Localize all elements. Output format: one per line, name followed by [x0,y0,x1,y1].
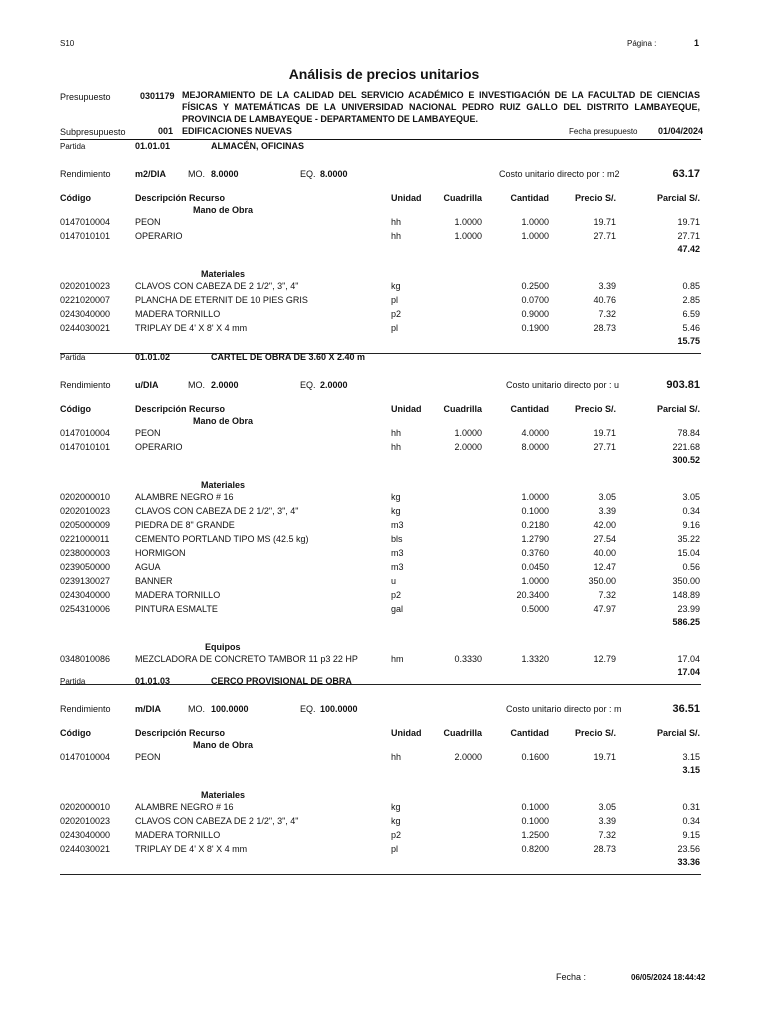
report-code: S10 [60,39,75,48]
row-unidad: m3 [391,520,404,530]
row-descripcion: MADERA TORNILLO [135,830,221,840]
row-unidad: kg [391,492,401,502]
row-unidad: pl [391,844,399,854]
row-parcial: 78.84 [677,428,700,438]
row-cantidad: 8.0000 [521,442,549,452]
row-codigo: 0244030021 [60,844,111,854]
row-cuadrilla: 1.0000 [454,231,482,241]
row-unidad: kg [391,506,401,516]
group-subtotal: 586.25 [672,617,700,627]
row-parcial: 148.89 [672,590,700,600]
group-subtotal: 17.04 [677,667,700,677]
row-cantidad: 0.1000 [521,816,549,826]
row-parcial: 9.16 [682,520,700,530]
costo-label: Costo unitario directo por : m [506,704,622,714]
row-codigo: 0243040000 [60,309,111,319]
row-cantidad: 1.0000 [521,231,549,241]
partida-code: 01.01.02 [135,352,171,362]
rendimiento-label: Rendimiento [60,380,111,390]
row-precio: 27.71 [593,231,616,241]
row-descripcion: MADERA TORNILLO [135,590,221,600]
row-precio: 42.00 [593,520,616,530]
row-codigo: 0239130027 [60,576,111,586]
row-unidad: m3 [391,562,404,572]
partida-label: Partida [60,353,86,362]
row-precio: 350.00 [588,576,616,586]
subpresupuesto-code: 001 [158,126,174,136]
presupuesto-code: 0301179 [140,91,175,101]
row-cantidad: 0.0700 [521,295,549,305]
col-codigo: Código [60,193,91,203]
col-descripcion: Descripción Recurso [135,193,226,203]
costo-value: 63.17 [672,168,700,180]
row-cuadrilla: 1.0000 [454,217,482,227]
partida-name: CARTEL DE OBRA DE 3.60 X 2.40 m [211,352,366,362]
fecha-presupuesto: 01/04/2024 [658,126,704,136]
row-precio: 3.05 [598,802,616,812]
row-descripcion: BANNER [135,576,173,586]
row-descripcion: PEON [135,428,161,438]
col-parcial: Parcial S/. [656,193,700,203]
row-codigo: 0221020007 [60,295,111,305]
col-cantidad: Cantidad [510,193,549,203]
row-codigo: 0243040000 [60,590,111,600]
row-cantidad: 1.0000 [521,576,549,586]
eq-label: EQ. [300,704,316,714]
eq-value: 8.0000 [320,169,348,179]
row-parcial: 35.22 [677,534,700,544]
row-cantidad: 0.1900 [521,323,549,333]
row-codigo: 0147010101 [60,442,111,452]
costo-label: Costo unitario directo por : u [506,380,620,390]
row-precio: 27.54 [593,534,616,544]
row-cantidad: 0.5000 [521,604,549,614]
row-descripcion: HORMIGON [135,548,186,558]
group-title: Mano de Obra [193,416,254,426]
row-unidad: pl [391,323,399,333]
row-parcial: 9.15 [682,830,700,840]
mo-value: 2.0000 [211,380,239,390]
row-unidad: kg [391,281,401,291]
row-precio: 7.32 [598,590,616,600]
row-precio: 28.73 [593,844,616,854]
row-precio: 12.47 [593,562,616,572]
row-precio: 40.00 [593,548,616,558]
header-divider [60,139,701,140]
row-cantidad: 0.3760 [521,548,549,558]
row-cantidad: 1.0000 [521,217,549,227]
group-subtotal: 47.42 [677,244,700,254]
col-precio: Precio S/. [574,193,616,203]
col-unidad: Unidad [391,728,422,738]
row-parcial: 0.31 [682,802,700,812]
row-codigo: 0147010004 [60,752,111,762]
row-precio: 19.71 [593,217,616,227]
row-parcial: 0.34 [682,816,700,826]
group-title: Materiales [201,269,246,279]
footer-fecha-label: Fecha : [556,972,587,982]
row-parcial: 221.68 [672,442,700,452]
row-codigo: 0202010023 [60,281,111,291]
col-cantidad: Cantidad [510,728,549,738]
rendimiento-unit: m/DIA [135,704,162,714]
group-title: Materiales [201,480,246,490]
row-cuadrilla: 1.0000 [454,428,482,438]
row-codigo: 0202000010 [60,492,111,502]
row-parcial: 27.71 [677,231,700,241]
mo-label: MO. [188,380,205,390]
row-unidad: p2 [391,590,402,600]
row-parcial: 0.56 [682,562,700,572]
row-codigo: 0254310006 [60,604,111,614]
row-unidad: hh [391,752,402,762]
row-precio: 12.79 [593,654,616,664]
footer-fecha: 06/05/2024 18:44:42 [631,973,706,982]
row-unidad: kg [391,816,401,826]
eq-value: 2.0000 [320,380,348,390]
row-cuadrilla: 2.0000 [454,442,482,452]
row-unidad: m3 [391,548,404,558]
row-descripcion: ALAMBRE NEGRO # 16 [135,802,234,812]
group-subtotal: 15.75 [677,336,700,346]
page-label: Página : [627,39,657,48]
row-cantidad: 0.9000 [521,309,549,319]
row-cantidad: 0.8200 [521,844,549,854]
row-unidad: hh [391,231,402,241]
rendimiento-unit: u/DIA [135,380,159,390]
row-precio: 19.71 [593,752,616,762]
rendimiento-label: Rendimiento [60,169,111,179]
row-descripcion: OPERARIO [135,442,183,452]
row-codigo: 0238000003 [60,548,111,558]
row-codigo: 0239050000 [60,562,111,572]
row-descripcion: PIEDRA DE 8" GRANDE [135,520,235,530]
row-cuadrilla: 0.3330 [454,654,482,664]
col-descripcion: Descripción Recurso [135,728,226,738]
row-cantidad: 0.1600 [521,752,549,762]
row-precio: 19.71 [593,428,616,438]
col-precio: Precio S/. [574,404,616,414]
row-codigo: 0205000009 [60,520,111,530]
row-parcial: 5.46 [682,323,700,333]
col-unidad: Unidad [391,404,422,414]
row-precio: 28.73 [593,323,616,333]
row-parcial: 6.59 [682,309,700,319]
row-cantidad: 0.1000 [521,802,549,812]
row-unidad: p2 [391,309,402,319]
row-codigo: 0147010101 [60,231,111,241]
row-precio: 3.39 [598,816,616,826]
partida-label: Partida [60,677,86,686]
row-parcial: 3.05 [682,492,700,502]
row-parcial: 350.00 [672,576,700,586]
row-codigo: 0243040000 [60,830,111,840]
row-descripcion: ALAMBRE NEGRO # 16 [135,492,234,502]
row-parcial: 3.15 [682,752,700,762]
row-codigo: 0348010086 [60,654,111,664]
eq-value: 100.0000 [320,704,358,714]
row-unidad: p2 [391,830,402,840]
row-codigo: 0202010023 [60,506,111,516]
row-cantidad: 0.2500 [521,281,549,291]
row-descripcion: TRIPLAY DE 4' X 8' X 4 mm [135,844,248,854]
row-precio: 47.97 [593,604,616,614]
col-cuadrilla: Cuadrilla [443,728,482,738]
partida-code: 01.01.03 [135,676,171,686]
row-cantidad: 0.0450 [521,562,549,572]
row-precio: 3.39 [598,506,616,516]
row-descripcion: PEON [135,752,161,762]
row-descripcion: MEZCLADORA DE CONCRETO TAMBOR 11 p3 22 HP [135,654,358,664]
group-title: Equipos [205,642,241,652]
row-cantidad: 4.0000 [521,428,549,438]
row-parcial: 2.85 [682,295,700,305]
row-cantidad: 1.3320 [521,654,549,664]
row-parcial: 23.56 [677,844,700,854]
col-descripcion: Descripción Recurso [135,404,226,414]
row-descripcion: CLAVOS CON CABEZA DE 2 1/2", 3", 4" [135,816,299,826]
row-unidad: hh [391,442,402,452]
fecha-presupuesto-label: Fecha presupuesto [569,127,638,136]
col-cantidad: Cantidad [510,404,549,414]
row-cantidad: 20.3400 [516,590,549,600]
row-descripcion: PEON [135,217,161,227]
row-codigo: 0202000010 [60,802,111,812]
presupuesto-label: Presupuesto [60,92,111,102]
row-unidad: u [391,576,397,586]
page-number: 1 [694,38,700,48]
row-unidad: hh [391,428,402,438]
subpresupuesto-name: EDIFICACIONES NUEVAS [182,126,292,136]
row-precio: 3.05 [598,492,616,502]
row-precio: 27.71 [593,442,616,452]
partida-label: Partida [60,142,86,151]
row-parcial: 15.04 [677,548,700,558]
col-unidad: Unidad [391,193,422,203]
col-cuadrilla: Cuadrilla [443,404,482,414]
row-precio: 7.32 [598,830,616,840]
col-parcial: Parcial S/. [656,404,700,414]
group-subtotal: 3.15 [682,765,700,775]
row-codigo: 0221000011 [60,534,110,544]
row-descripcion: OPERARIO [135,231,183,241]
row-parcial: 0.85 [682,281,700,291]
row-precio: 3.39 [598,281,616,291]
mo-value: 100.0000 [211,704,249,714]
row-codigo: 0147010004 [60,217,111,227]
row-parcial: 17.04 [677,654,700,664]
mo-label: MO. [188,169,205,179]
row-unidad: kg [391,802,401,812]
page-title: Análisis de precios unitarios [288,66,480,82]
row-parcial: 19.71 [677,217,700,227]
partida-name: CERCO PROVISIONAL DE OBRA [211,676,352,686]
row-descripcion: PLANCHA DE ETERNIT DE 10 PIES GRIS [135,295,308,305]
row-unidad: bls [391,534,403,544]
costo-value: 903.81 [666,379,700,391]
partida-code: 01.01.01 [135,141,171,151]
row-cantidad: 1.2500 [521,830,549,840]
row-descripcion: CLAVOS CON CABEZA DE 2 1/2", 3", 4" [135,281,299,291]
group-title: Materiales [201,790,246,800]
row-unidad: pl [391,295,399,305]
col-precio: Precio S/. [574,728,616,738]
row-descripcion: AGUA [135,562,161,572]
group-subtotal: 33.36 [677,857,700,867]
mo-value: 8.0000 [211,169,239,179]
presupuesto-description: MEJORAMIENTO DE LA CALIDAD DEL SERVICIO ACADÉMICO E INVESTIGACIÓN DE LA FACULTAD DE CIENCIAS FÍSICAS Y MATEMÁTICAS DE LA UNIVERSIDAD NACIONAL PEDRO RUIZ GALLO DEL DISTRITO LAMBAYEQUE, PROVINCIA DE LAMBAYEQUE - DEPARTAMENTO DE LAMBAYEQUE. [182,90,700,124]
costo-label: Costo unitario directo por : m2 [499,169,620,179]
row-codigo: 0202010023 [60,816,111,826]
row-cantidad: 0.2180 [521,520,549,530]
row-unidad: hh [391,217,402,227]
eq-label: EQ. [300,380,316,390]
row-unidad: gal [391,604,404,614]
row-cuadrilla: 2.0000 [454,752,482,762]
row-descripcion: MADERA TORNILLO [135,309,221,319]
row-descripcion: PINTURA ESMALTE [135,604,218,614]
costo-value: 36.51 [672,703,700,715]
col-codigo: Código [60,728,91,738]
eq-label: EQ. [300,169,316,179]
row-unidad: hm [391,654,404,664]
partida-divider [60,874,701,875]
col-codigo: Código [60,404,91,414]
row-cantidad: 0.1000 [521,506,549,516]
rendimiento-unit: m2/DIA [135,169,167,179]
row-descripcion: TRIPLAY DE 4' X 8' X 4 mm [135,323,248,333]
partida-name: ALMACÉN, OFICINAS [211,141,304,151]
row-parcial: 0.34 [682,506,700,516]
row-precio: 7.32 [598,309,616,319]
rendimiento-label: Rendimiento [60,704,111,714]
mo-label: MO. [188,704,205,714]
col-parcial: Parcial S/. [656,728,700,738]
row-cantidad: 1.2790 [521,534,549,544]
row-cantidad: 1.0000 [521,492,549,502]
row-codigo: 0147010004 [60,428,111,438]
row-codigo: 0244030021 [60,323,111,333]
subpresupuesto-label: Subpresupuesto [60,127,126,137]
row-parcial: 23.99 [677,604,700,614]
group-title: Mano de Obra [193,740,254,750]
row-descripcion: CLAVOS CON CABEZA DE 2 1/2", 3", 4" [135,506,299,516]
group-subtotal: 300.52 [672,455,700,465]
group-title: Mano de Obra [193,205,254,215]
col-cuadrilla: Cuadrilla [443,193,482,203]
row-precio: 40.76 [593,295,616,305]
row-descripcion: CEMENTO PORTLAND TIPO MS (42.5 kg) [135,534,309,544]
